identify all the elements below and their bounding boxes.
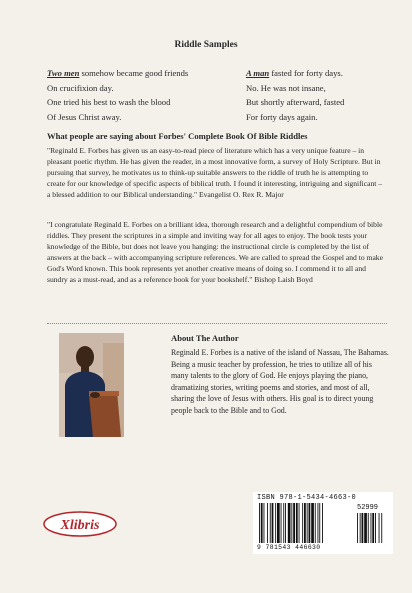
barcode-bar: [275, 503, 276, 543]
barcode-bar: [283, 503, 284, 543]
riddle-right: [246, 66, 386, 124]
review-quote-boyd: "I congratulate Reginald E. Forbes on a brilliant idea, thorough research and a delightful compendium of bible riddles. They present the scriptures in a simple and inviting way for all ages to enjoy. The book tests your knowledge of the Bible, but does not leave you hanging: the instructional circle is completed by the list of answers at the back – with accompanying scripture references. We are called to spread the Gospel and to make God's Word known. This book represents yet another creative means of doing so. I commend it to all and sundry as a must-read, and as a reference book for your bookshelf." Bishop Laish Boyd: [47, 220, 383, 284]
about-author-heading: About The Author: [171, 333, 239, 343]
barcode-bar: [259, 503, 260, 543]
price-bar: [360, 513, 361, 543]
barcode-bar: [293, 503, 295, 543]
price-code: 52999: [357, 504, 379, 512]
barcode-bar: [299, 503, 300, 543]
price-bar: [362, 513, 364, 543]
barcode-bar: [302, 503, 303, 543]
riddle-right-line-3: But shortly afterward, fasted: [246, 97, 345, 107]
price-bar: [364, 513, 367, 543]
section-divider: [47, 323, 387, 324]
riddle-right-line-2: No. He was not insane,: [246, 82, 326, 93]
barcode-bar: [277, 503, 280, 543]
barcode-bar: [296, 503, 298, 543]
review-quote-major: "Reginald E. Forbes has given us an easy-to-read piece of literature which has a very unique feature – in pleasant poetic rhythm. He has given the reader, in a most innovative form, a survey of Holy Scripture. But in pursuing that survey, he motivates us to think-up suitable answers to the riddle of truth he is attempting to create for our knowledge of specific aspects of biblical truth. I found it interesting, intriguing and significant – a blessed addition to our Biblical understanding." Evangelist O. Rex R. Major: [47, 146, 383, 199]
xlibris-logo: [42, 510, 118, 538]
price-bar: [375, 513, 376, 543]
riddle-right-line-1-rest: fasted for forty days.: [269, 68, 343, 78]
barcode-bar: [291, 503, 292, 543]
price-bar: [381, 513, 382, 543]
price-bar: [379, 513, 380, 543]
price-bar: [357, 513, 358, 543]
riddle-left: [47, 66, 237, 124]
riddle-left-line-3: One tried his best to wash the blood: [47, 97, 171, 107]
isbn-text: ISBN 978-1-5434-4663-0: [257, 494, 357, 502]
barcode-number: 9 781543 446630: [257, 544, 321, 551]
riddle-left-line-1: [47, 66, 237, 81]
barcode-bar: [288, 503, 291, 543]
isbn-barcode: [253, 492, 393, 554]
barcode-bar: [285, 503, 286, 543]
barcode-bar: [315, 503, 316, 543]
riddle-left-line-1-rest: somehow became good friends: [79, 68, 189, 78]
barcode-bar: [267, 503, 268, 543]
xlibris-logo-text: Xlibris: [60, 518, 100, 533]
barcode-bar: [270, 503, 271, 543]
author-photo: [59, 333, 124, 437]
riddle-right-line-1: [246, 66, 386, 81]
reviews-heading: What people are saying about Forbes' Complete Book Of Bible Riddles: [47, 131, 308, 141]
barcode-bar: [281, 503, 282, 543]
price-bar: [371, 513, 372, 543]
riddle-samples-title: Riddle Samples: [174, 40, 238, 50]
barcode-bar: [319, 503, 320, 543]
barcode-bar: [322, 503, 323, 543]
riddle-left-lead: Two men: [47, 68, 80, 78]
barcode-bar: [311, 503, 314, 543]
barcode-bar: [272, 503, 274, 543]
barcode-bar: [318, 503, 319, 543]
price-bar: [372, 513, 374, 543]
riddle-left-line-4: Of Jesus Christ away.: [47, 111, 122, 122]
barcode-bar: [261, 503, 263, 543]
riddle-right-lead: A man: [246, 68, 270, 78]
barcode-bar: [264, 503, 265, 543]
riddle-left-line-2: On crucifixion day.: [47, 82, 114, 93]
barcode-bar: [304, 503, 306, 543]
price-bar: [368, 513, 369, 543]
barcode-bar: [309, 503, 311, 543]
author-bio: Reginald E. Forbes is a native of the island of Nassau, The Bahamas. Being a music teacher by profession, he tries to utilize all of his many talents to the glory of God. He enjoys playing the piano, dramatizing stories, writing poems and stories, and most of all, sharing the love of Jesus with others. His goal is to direct young people back to the Bible and to God.: [171, 348, 389, 415]
barcode-bar: [307, 503, 308, 543]
riddle-right-line-4: For forty days again.: [246, 111, 318, 122]
